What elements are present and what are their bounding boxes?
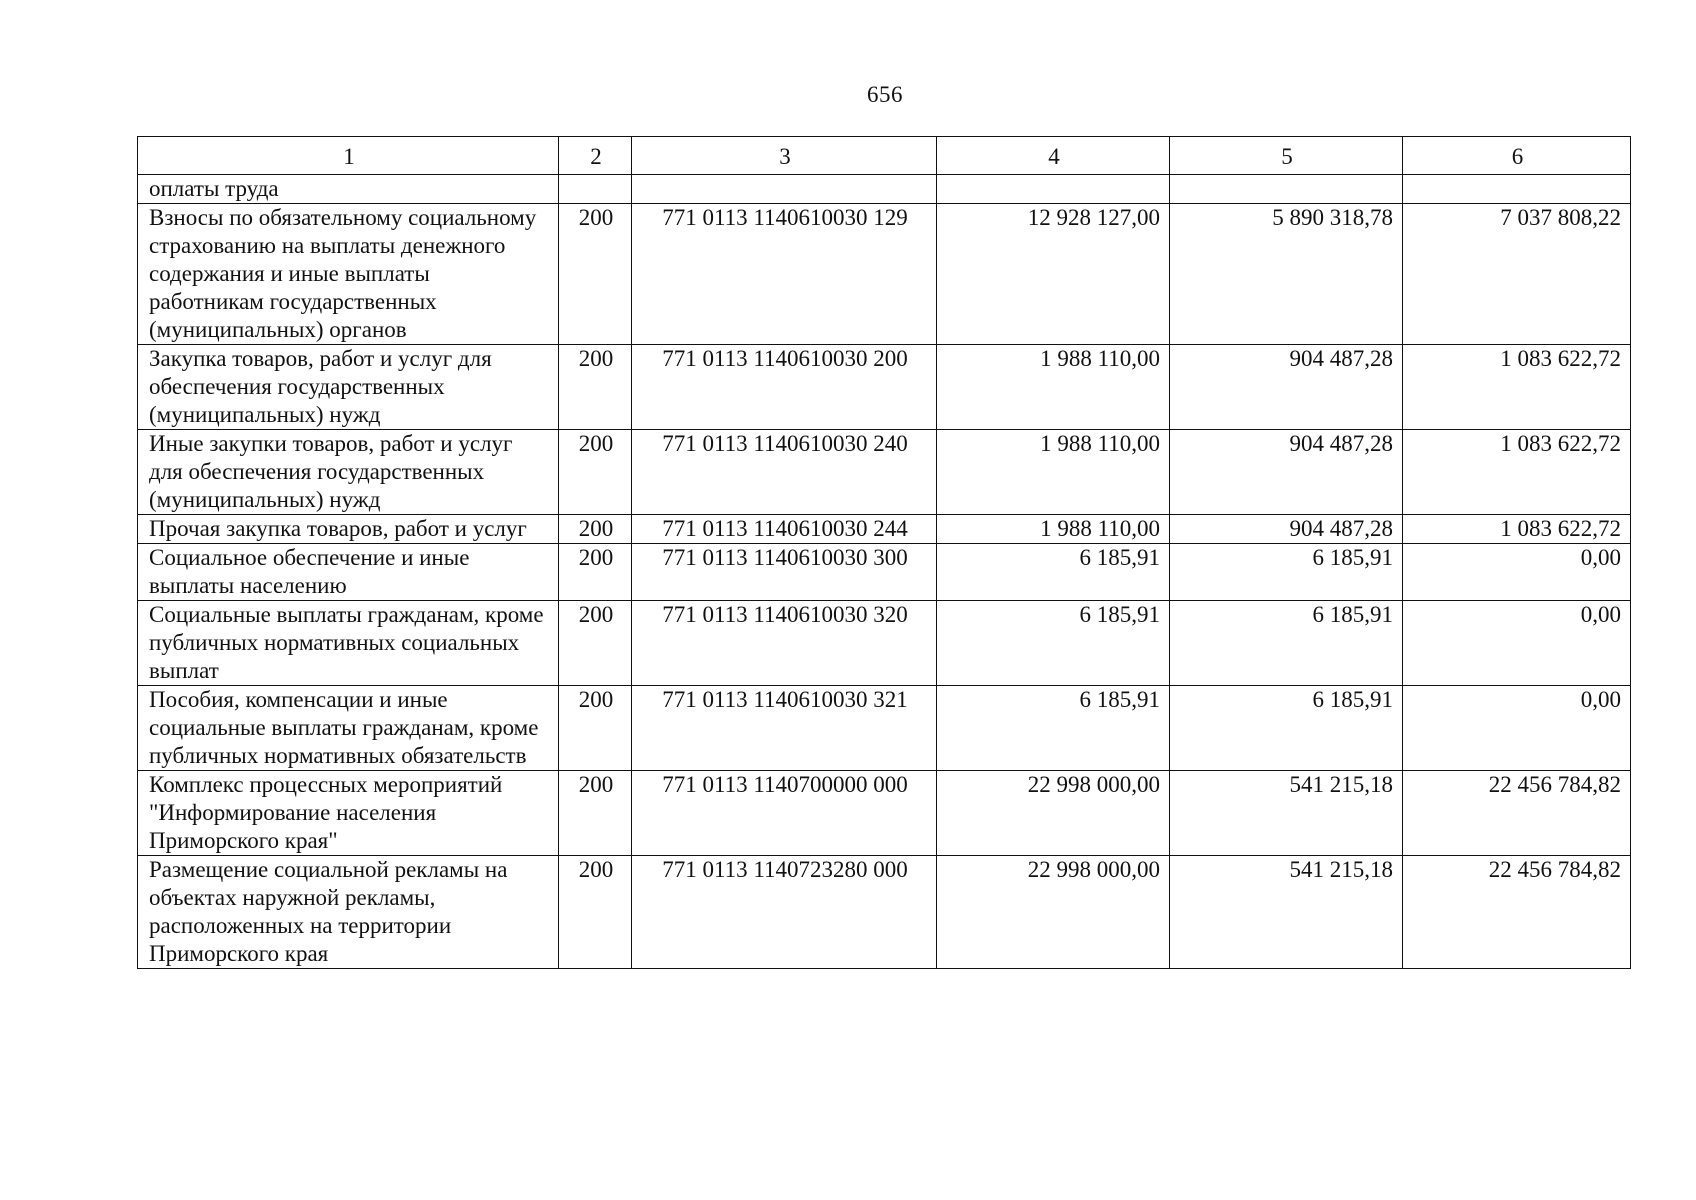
table-row: [138, 544, 1631, 601]
row-name-cell: Иные закупки товаров, работ и услуг для обеспечения государственных (муниципальных) нужд: [138, 430, 559, 515]
row-classification-code-cell: 771 0113 1140610030 320: [632, 601, 937, 686]
row-approved-cell: [937, 175, 1170, 204]
row-approved-cell: 6 185,91: [937, 601, 1170, 686]
table-row: [138, 345, 1631, 430]
row-executed-cell: 6 185,91: [1170, 544, 1403, 601]
row-executed-cell: 6 185,91: [1170, 601, 1403, 686]
row-name-cell: Размещение социальной рекламы на объектах наружной рекламы, расположенных на территории Приморского края: [138, 856, 559, 969]
row-code-cell: 200: [559, 544, 632, 601]
table-row: [138, 771, 1631, 856]
table-row: [138, 515, 1631, 544]
table-row: [138, 601, 1631, 686]
row-unexecuted-cell: 1 083 622,72: [1403, 345, 1631, 430]
table-header-row: [138, 137, 1631, 175]
row-code-cell: 200: [559, 601, 632, 686]
row-unexecuted-cell: 0,00: [1403, 686, 1631, 771]
row-classification-code-cell: 771 0113 1140610030 244: [632, 515, 937, 544]
row-name-cell: Взносы по обязательному социальному страхованию на выплаты денежного содержания и иные выплаты работникам государственных (муниципальных) органов: [138, 204, 559, 345]
budget-execution-table: [137, 136, 1631, 969]
row-name-cell: оплаты труда: [138, 175, 559, 204]
column-header-6: 6: [1403, 137, 1631, 175]
row-executed-cell: 904 487,28: [1170, 430, 1403, 515]
column-header-4: 4: [937, 137, 1170, 175]
row-classification-code-cell: 771 0113 1140700000 000: [632, 771, 937, 856]
row-approved-cell: 1 988 110,00: [937, 345, 1170, 430]
row-code-cell: 200: [559, 204, 632, 345]
row-approved-cell: 22 998 000,00: [937, 856, 1170, 969]
column-header-5: 5: [1170, 137, 1403, 175]
row-code-cell: 200: [559, 515, 632, 544]
row-classification-code-cell: 771 0113 1140610030 240: [632, 430, 937, 515]
column-header-2: 2: [559, 137, 632, 175]
table-row: [138, 686, 1631, 771]
row-name-cell: Прочая закупка товаров, работ и услуг: [138, 515, 559, 544]
row-name-cell: Пособия, компенсации и иные социальные выплаты гражданам, кроме публичных нормативных обязательств: [138, 686, 559, 771]
row-name-cell: Закупка товаров, работ и услуг для обеспечения государственных (муниципальных) нужд: [138, 345, 559, 430]
row-classification-code-cell: [632, 175, 937, 204]
row-code-cell: [559, 175, 632, 204]
row-name-cell: Социальные выплаты гражданам, кроме публичных нормативных социальных выплат: [138, 601, 559, 686]
row-unexecuted-cell: 1 083 622,72: [1403, 430, 1631, 515]
row-name-cell: Социальное обеспечение и иные выплаты населению: [138, 544, 559, 601]
row-approved-cell: 1 988 110,00: [937, 430, 1170, 515]
row-code-cell: 200: [559, 430, 632, 515]
row-unexecuted-cell: 7 037 808,22: [1403, 204, 1631, 345]
row-unexecuted-cell: 0,00: [1403, 601, 1631, 686]
row-executed-cell: 541 215,18: [1170, 771, 1403, 856]
row-approved-cell: 6 185,91: [937, 544, 1170, 601]
table-row: [138, 204, 1631, 345]
row-name-cell: Комплекс процессных мероприятий "Информирование населения Приморского края": [138, 771, 559, 856]
row-code-cell: 200: [559, 771, 632, 856]
row-approved-cell: 1 988 110,00: [937, 515, 1170, 544]
row-classification-code-cell: 771 0113 1140723280 000: [632, 856, 937, 969]
row-classification-code-cell: 771 0113 1140610030 129: [632, 204, 937, 345]
row-executed-cell: 904 487,28: [1170, 345, 1403, 430]
row-classification-code-cell: 771 0113 1140610030 321: [632, 686, 937, 771]
row-unexecuted-cell: [1403, 175, 1631, 204]
row-code-cell: 200: [559, 345, 632, 430]
row-code-cell: 200: [559, 686, 632, 771]
row-unexecuted-cell: 0,00: [1403, 544, 1631, 601]
row-executed-cell: 6 185,91: [1170, 686, 1403, 771]
row-code-cell: 200: [559, 856, 632, 969]
row-approved-cell: 22 998 000,00: [937, 771, 1170, 856]
row-executed-cell: [1170, 175, 1403, 204]
row-unexecuted-cell: 1 083 622,72: [1403, 515, 1631, 544]
row-approved-cell: 6 185,91: [937, 686, 1170, 771]
row-executed-cell: 5 890 318,78: [1170, 204, 1403, 345]
table-row: [138, 856, 1631, 969]
row-executed-cell: 541 215,18: [1170, 856, 1403, 969]
row-unexecuted-cell: 22 456 784,82: [1403, 856, 1631, 969]
page-number: 656: [867, 82, 903, 107]
row-approved-cell: 12 928 127,00: [937, 204, 1170, 345]
column-header-1: 1: [138, 137, 559, 175]
row-unexecuted-cell: 22 456 784,82: [1403, 771, 1631, 856]
table-row: [138, 175, 1631, 204]
column-header-3: 3: [632, 137, 937, 175]
table-row: [138, 430, 1631, 515]
row-classification-code-cell: 771 0113 1140610030 200: [632, 345, 937, 430]
row-executed-cell: 904 487,28: [1170, 515, 1403, 544]
row-classification-code-cell: 771 0113 1140610030 300: [632, 544, 937, 601]
